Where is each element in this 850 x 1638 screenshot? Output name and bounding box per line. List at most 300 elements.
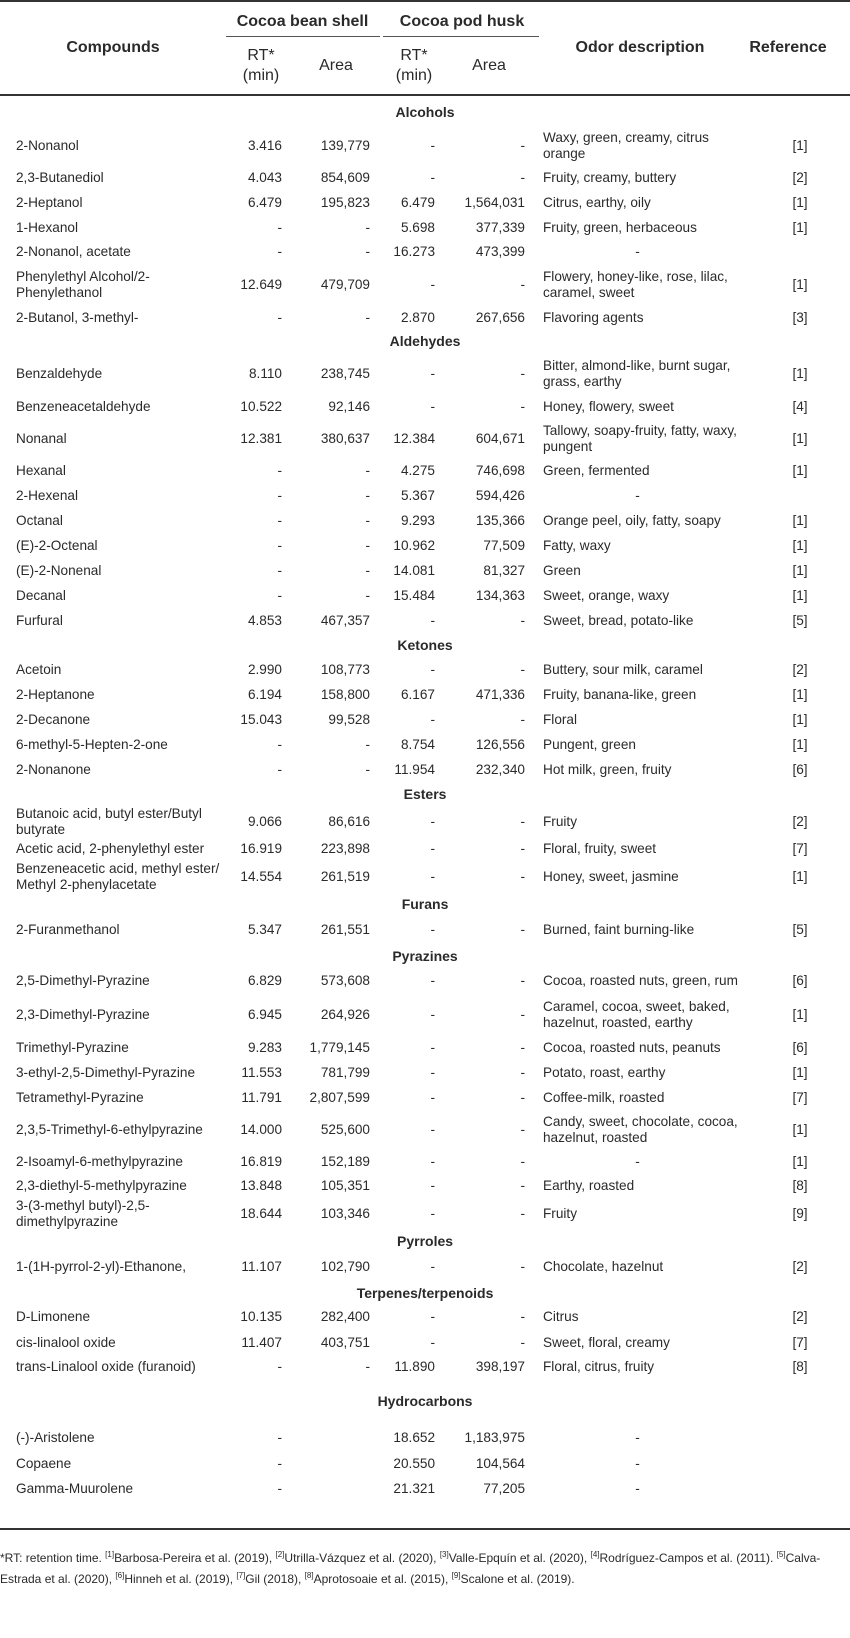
table-row <box>0 395 850 419</box>
area-bean-cell: 573,608 <box>320 973 370 988</box>
rt-bean-cell: 6.479 <box>247 194 282 210</box>
rt-husk-cell: 12.384 <box>393 430 435 446</box>
area-bean-cell <box>282 1452 370 1476</box>
area-husk-cell: 594,426 <box>475 488 525 503</box>
area-husk-cell: - <box>520 922 525 937</box>
odor-cell: Flowery, honey-like, rose, lilac, caramel, sweet <box>543 269 728 300</box>
rt-husk-cell: - <box>430 841 435 856</box>
reference-cell: [1] <box>792 687 808 702</box>
compound-cell: Trimethyl-Pyrazine <box>16 1039 129 1055</box>
table-top-rule <box>0 0 850 2</box>
odor-cell: Citrus, earthy, oily <box>543 194 651 210</box>
table-row <box>0 757 850 782</box>
compound-cell: Benzeneacetaldehyde <box>16 399 151 414</box>
area-husk-cell: 473,399 <box>475 243 525 259</box>
area-husk-cell: - <box>520 973 525 988</box>
compound-cell: 2,3-diethyl-5-methylpyrazine <box>16 1178 187 1193</box>
rt-husk-cell: 8.754 <box>400 736 435 752</box>
area-bean-cell: - <box>365 243 370 259</box>
odor-cell: Buttery, sour milk, caramel <box>543 662 703 677</box>
area-husk-cell: - <box>520 1206 525 1221</box>
odor-cell: Earthy, roasted <box>543 1178 635 1193</box>
reference-cell: [1] <box>792 194 808 210</box>
area-husk-cell: 77,205 <box>483 1481 525 1496</box>
table-row <box>0 732 850 757</box>
reference-cell: [1] <box>792 587 808 603</box>
rt-husk-cell: 6.479 <box>400 194 435 210</box>
compound-cell: Acetoin <box>16 662 62 677</box>
area-bean-cell: - <box>365 219 370 235</box>
rt-bean-cell: 13.848 <box>240 1178 282 1193</box>
section-header-row <box>0 893 850 915</box>
area-husk-cell: - <box>520 868 525 884</box>
reference-cell: [1] <box>792 1064 808 1080</box>
area-bean-cell: 195,823 <box>320 194 370 210</box>
rt-bean-cell: 6.829 <box>247 973 282 988</box>
area-bean-cell: - <box>365 513 370 528</box>
area-bean-cell: 158,800 <box>320 687 370 702</box>
table-bottom-rule <box>0 1528 850 1530</box>
odor-cell: Sweet, bread, potato-like <box>543 612 694 628</box>
reference-cell: [5] <box>792 612 808 628</box>
area-husk-cell: - <box>520 1089 525 1105</box>
section-label: Esters <box>403 786 447 802</box>
compound-cell: Benzeneacetic acid, methyl ester/ Methyl 2-phenylacetate <box>16 860 220 892</box>
section-label: Ketones <box>397 637 453 653</box>
area-bean-cell: - <box>365 538 370 553</box>
rt-bean-cell: 11.107 <box>241 1259 282 1274</box>
reference-cell: [8] <box>792 1178 808 1193</box>
odor-cell: - <box>635 1481 640 1496</box>
reference-cell: [1] <box>792 711 808 727</box>
compound-cell: Furfural <box>16 612 63 628</box>
area-bean-cell: 86,616 <box>328 814 370 829</box>
area-bean-cell: 92,146 <box>328 399 370 414</box>
area-husk-cell: 746,698 <box>475 463 525 478</box>
odor-cell: Sweet, orange, waxy <box>543 587 670 603</box>
table-row <box>0 1330 850 1355</box>
rt-husk-cell: - <box>430 711 435 727</box>
compound-cell: 2-Decanone <box>16 711 91 727</box>
compound-cell: Octanal <box>16 513 63 528</box>
rt-bean-cell: - <box>277 1358 282 1374</box>
reference-cell: [1] <box>792 138 808 153</box>
area-bean-cell: 403,751 <box>320 1334 370 1350</box>
reference-cell: [5] <box>792 922 808 937</box>
area-bean-cell: 105,351 <box>320 1178 370 1193</box>
rt-bean-cell: 4.043 <box>247 170 282 185</box>
rt-husk-cell: - <box>430 1153 435 1169</box>
section-header-row <box>0 782 850 806</box>
rt-husk-cell: 5.367 <box>400 488 435 503</box>
rt-husk-cell: - <box>430 1259 435 1274</box>
reference-cell <box>750 484 850 508</box>
rt-bean-cell: 9.283 <box>247 1039 282 1055</box>
rt-husk-cell: - <box>430 1039 435 1055</box>
table-row <box>0 534 850 558</box>
area-bean-cell: - <box>365 562 370 578</box>
rt-bean-cell: 4.853 <box>247 612 282 628</box>
reference-cell: [8] <box>792 1358 808 1374</box>
rt-bean-cell: - <box>277 538 282 553</box>
footnote-ref-text: Barbosa-Pereira et al. (2019), <box>114 1551 276 1565</box>
rt-husk-cell: 6.167 <box>400 687 435 702</box>
reference-cell: [2] <box>792 662 808 677</box>
reference-cell: [2] <box>792 814 808 829</box>
odor-cell: Floral <box>543 711 577 727</box>
table-row <box>0 1252 850 1282</box>
area-husk-cell: 77,509 <box>483 538 525 553</box>
rt-husk-cell: - <box>430 1089 435 1105</box>
footnote-ref-number: [1] <box>105 1550 115 1559</box>
area-husk-cell: 377,339 <box>475 219 525 235</box>
table-row <box>0 915 850 945</box>
compound-cell: 2-Heptanone <box>16 687 95 702</box>
area-husk-cell: 604,671 <box>475 430 525 446</box>
area-bean-cell: - <box>365 736 370 752</box>
odor-cell: Fruity, green, herbaceous <box>543 219 697 235</box>
table-row <box>0 707 850 732</box>
rt-husk-cell: - <box>430 814 435 829</box>
area-husk-cell: - <box>520 1178 525 1193</box>
footnote-ref-text: Hinneh et al. (2019), <box>124 1572 237 1586</box>
data-table <box>0 98 850 1502</box>
rt-husk-cell: 4.275 <box>400 463 435 478</box>
table-row <box>0 240 850 263</box>
odor-cell: Floral, fruity, sweet <box>543 841 657 856</box>
area-husk-cell: - <box>520 662 525 677</box>
table-row <box>0 484 850 508</box>
table-row <box>0 263 850 307</box>
compound-cell: 1-(1H-pyrrol-2-yl)-Ethanone, <box>16 1259 186 1274</box>
footnote-lead: *RT: retention time. <box>0 1551 106 1565</box>
footnote-ref-number: [4] <box>590 1550 600 1559</box>
reference-cell <box>750 1452 850 1476</box>
area-husk-cell: 126,556 <box>475 736 525 752</box>
area-bean-cell: 380,637 <box>320 430 370 446</box>
rt-bean-cell: 12.381 <box>240 430 282 446</box>
section-header-row <box>0 1282 850 1304</box>
reference-cell <box>750 1424 850 1452</box>
area-husk-cell: - <box>520 612 525 628</box>
rt-bean-cell: 10.522 <box>240 399 282 414</box>
odor-cell: - <box>635 1153 640 1169</box>
header-area-husk: Area <box>472 57 506 74</box>
area-bean-cell: 467,357 <box>320 612 370 628</box>
header-group2-rule <box>383 36 539 37</box>
compound-cell: 3-(3-methyl butyl)-2,5-dimethylpyrazine <box>16 1198 150 1229</box>
odor-cell: Pungent, green <box>543 736 636 752</box>
rt-husk-cell: - <box>430 277 435 292</box>
table-row <box>0 190 850 215</box>
odor-cell: Citrus <box>543 1309 579 1324</box>
odor-cell: - <box>635 243 640 259</box>
table-row <box>0 967 850 995</box>
rt-husk-cell: - <box>430 138 435 153</box>
section-label: Pyrazines <box>392 948 458 964</box>
table-row <box>0 1476 850 1502</box>
rt-bean-cell: 15.043 <box>240 711 282 727</box>
area-bean-cell: 525,600 <box>320 1121 370 1137</box>
rt-husk-cell: - <box>430 1007 435 1022</box>
odor-cell: Coffee-milk, roasted <box>543 1089 665 1105</box>
rt-bean-cell: 6.194 <box>247 687 282 702</box>
table-row <box>0 1060 850 1085</box>
rt-bean-cell: 9.066 <box>247 814 282 829</box>
area-husk-cell: - <box>520 841 525 856</box>
rt-husk-cell: - <box>430 399 435 414</box>
area-bean-cell: 238,745 <box>320 366 370 381</box>
reference-cell: [3] <box>792 310 808 325</box>
rt-bean-cell: 3.416 <box>247 138 282 153</box>
area-bean-cell: 108,773 <box>320 662 370 677</box>
area-husk-cell: 135,366 <box>475 513 525 528</box>
rt-bean-cell: 11.407 <box>241 1334 282 1350</box>
rt-bean-cell: - <box>277 562 282 578</box>
odor-cell: Cocoa, roasted nuts, peanuts <box>543 1039 721 1055</box>
odor-cell: Cocoa, roasted nuts, green, rum <box>543 973 738 988</box>
odor-cell: Bitter, almond-like, burnt sugar, grass, earthy <box>543 358 731 389</box>
area-husk-cell: - <box>520 1153 525 1169</box>
odor-cell: Sweet, floral, creamy <box>543 1334 670 1350</box>
area-bean-cell: - <box>365 1358 370 1374</box>
rt-husk-cell: - <box>430 1206 435 1221</box>
area-bean-cell: - <box>365 463 370 478</box>
footnote-ref-text: Calva-Estrada et al. (2020), <box>0 1551 821 1586</box>
rt-bean-cell: 10.135 <box>240 1309 282 1324</box>
table-row <box>0 353 850 395</box>
compound-cell: Acetic acid, 2-phenylethyl ester <box>16 841 205 856</box>
area-bean-cell <box>282 1476 370 1502</box>
rt-bean-cell: 14.000 <box>240 1121 282 1137</box>
section-header-row <box>0 98 850 126</box>
rt-bean-cell: 6.945 <box>247 1007 282 1022</box>
footnote-ref-text: Rodríguez-Campos et al. (2011). <box>599 1551 777 1565</box>
area-bean-cell: 99,528 <box>328 711 370 727</box>
area-bean-cell: 1,779,145 <box>309 1039 370 1055</box>
area-bean-cell: 152,189 <box>320 1153 370 1169</box>
compound-cell: trans-Linalool oxide (furanoid) <box>16 1358 196 1374</box>
rt-bean-cell: - <box>277 587 282 603</box>
table-row <box>0 683 850 707</box>
table-row <box>0 1035 850 1060</box>
odor-cell: Hot milk, green, fruity <box>543 761 672 777</box>
header-cocoa-bean-shell: Cocoa bean shell <box>236 13 369 30</box>
area-husk-cell: - <box>520 1259 525 1274</box>
rt-husk-cell: - <box>430 170 435 185</box>
footnote-ref-number: [9] <box>451 1571 461 1580</box>
rt-bean-cell: - <box>277 736 282 752</box>
reference-cell: [6] <box>792 1039 808 1055</box>
odor-cell: Waxy, green, creamy, citrus orange <box>543 130 709 161</box>
area-husk-cell: 104,564 <box>475 1456 525 1471</box>
area-husk-cell: - <box>520 1334 525 1350</box>
area-husk-cell: - <box>520 277 525 292</box>
rt-bean-cell: 2.990 <box>247 662 282 677</box>
area-bean-cell: - <box>365 310 370 325</box>
area-husk-cell: - <box>520 1007 525 1022</box>
header-odor-description: Odor description <box>575 39 705 56</box>
compound-cell: Tetramethyl-Pyrazine <box>16 1089 144 1105</box>
rt-bean-cell: - <box>277 310 282 325</box>
area-bean-cell: 102,790 <box>320 1259 370 1274</box>
odor-cell: Honey, flowery, sweet <box>543 399 674 414</box>
reference-cell: [1] <box>792 1007 808 1022</box>
table-row <box>0 126 850 166</box>
footnote-ref-text: Scalone et al. (2019). <box>460 1572 575 1586</box>
reference-cell: [1] <box>792 430 808 446</box>
rt-husk-cell: - <box>430 1121 435 1137</box>
rt-bean-cell: - <box>277 513 282 528</box>
compound-cell: Nonanal <box>16 430 67 446</box>
compound-cell: 2-Hexenal <box>16 488 78 503</box>
area-bean-cell: - <box>365 488 370 503</box>
reference-cell: [2] <box>792 1309 808 1324</box>
area-husk-cell: 471,336 <box>475 687 525 702</box>
section-label: Aldehydes <box>389 333 461 349</box>
compound-cell: cis-linalool oxide <box>16 1334 116 1350</box>
header-cocoa-pod-husk: Cocoa pod husk <box>399 13 525 30</box>
area-bean-cell: 264,926 <box>320 1007 370 1022</box>
table-row <box>0 1304 850 1330</box>
compound-cell: 2,3-Dimethyl-Pyrazine <box>16 1007 150 1022</box>
odor-cell: Fruity <box>543 814 577 829</box>
reference-cell: [7] <box>792 841 808 856</box>
header-rt-bean: RT* (min) <box>242 47 280 84</box>
table-row <box>0 458 850 484</box>
reference-cell: [1] <box>792 868 808 884</box>
section-label: Furans <box>401 896 449 912</box>
table-row <box>0 860 850 893</box>
table-row <box>0 1149 850 1174</box>
area-bean-cell: 781,799 <box>320 1064 370 1080</box>
rt-bean-cell: 18.644 <box>240 1206 282 1221</box>
section-header-row <box>0 1230 850 1252</box>
reference-cell: [7] <box>792 1089 808 1105</box>
reference-cell: [4] <box>792 399 808 414</box>
table-row <box>0 215 850 240</box>
rt-bean-cell: - <box>277 463 282 478</box>
reference-cell: [2] <box>792 170 808 185</box>
rt-bean-cell: 16.919 <box>240 841 282 856</box>
compound-cell: 1-Hexanol <box>16 219 78 235</box>
header-reference: Reference <box>749 39 827 56</box>
compound-cell: 3-ethyl-2,5-Dimethyl-Pyrazine <box>16 1064 196 1080</box>
rt-bean-cell: - <box>277 219 282 235</box>
reference-cell: [9] <box>792 1206 808 1221</box>
rt-husk-cell: - <box>430 922 435 937</box>
reference-cell: [1] <box>792 366 808 381</box>
header-compounds: Compounds <box>66 39 160 56</box>
footnote-ref-number: [3] <box>439 1550 449 1559</box>
header-rt-husk: RT* (min) <box>395 47 433 84</box>
compound-cell: (E)-2-Nonenal <box>16 562 102 578</box>
odor-cell: Flavoring agents <box>543 310 644 325</box>
area-husk-cell: 232,340 <box>475 761 525 777</box>
footnote-ref-number: [6] <box>115 1571 125 1580</box>
section-label: Pyrroles <box>397 1233 454 1249</box>
rt-husk-cell: - <box>430 612 435 628</box>
table-row <box>0 1174 850 1198</box>
reference-cell: [1] <box>792 736 808 752</box>
area-husk-cell: - <box>520 1309 525 1324</box>
rt-husk-cell: - <box>430 366 435 381</box>
area-husk-cell: - <box>520 814 525 829</box>
area-bean-cell: 282,400 <box>320 1309 370 1324</box>
rt-husk-cell: - <box>430 1178 435 1193</box>
rt-bean-cell: - <box>277 1430 282 1445</box>
rt-husk-cell: 18.652 <box>393 1430 435 1445</box>
reference-cell: [1] <box>792 219 808 235</box>
area-bean-cell: - <box>365 587 370 603</box>
rt-husk-cell: - <box>430 1309 435 1324</box>
odor-cell: Fruity, creamy, buttery <box>543 170 677 185</box>
area-bean-cell: 479,709 <box>320 277 370 292</box>
rt-husk-cell: 20.550 <box>393 1456 435 1471</box>
table-row <box>0 419 850 458</box>
rt-bean-cell: - <box>277 488 282 503</box>
odor-cell: Green <box>543 562 581 578</box>
section-label: Alcohols <box>395 104 455 120</box>
area-bean-cell: - <box>365 761 370 777</box>
odor-cell: Fatty, waxy <box>543 538 611 553</box>
odor-cell: Green, fermented <box>543 463 650 478</box>
area-husk-cell: - <box>520 1064 525 1080</box>
reference-cell: [6] <box>792 973 808 988</box>
table-row <box>0 1424 850 1452</box>
compound-cell: D-Limonene <box>16 1309 91 1324</box>
reference-cell: [1] <box>792 562 808 578</box>
rt-bean-cell: - <box>277 243 282 259</box>
compound-cell: 2,3-Butanediol <box>16 170 104 185</box>
footnote-ref-number: [5] <box>776 1550 786 1559</box>
table-row <box>0 806 850 838</box>
reference-cell: [6] <box>792 761 808 777</box>
section-label: Terpenes/terpenoids <box>356 1285 494 1301</box>
compound-cell: 6-methyl-5-Hepten-2-one <box>16 736 168 752</box>
compound-cell: Copaene <box>16 1456 72 1471</box>
area-husk-cell: - <box>520 1121 525 1137</box>
odor-cell: - <box>635 488 640 503</box>
area-bean-cell <box>282 1424 370 1452</box>
reference-cell: [1] <box>792 1121 808 1137</box>
reference-cell: [7] <box>792 1334 808 1350</box>
rt-husk-cell: 2.870 <box>400 310 435 325</box>
table-row <box>0 995 850 1035</box>
rt-husk-cell: 15.484 <box>393 587 435 603</box>
compound-cell: 2-Nonanol, acetate <box>16 243 131 259</box>
rt-husk-cell: 16.273 <box>393 243 435 259</box>
table-row <box>0 1198 850 1230</box>
rt-husk-cell: - <box>430 662 435 677</box>
compound-cell: 2,3,5-Trimethyl-6-ethylpyrazine <box>16 1121 203 1137</box>
compound-cell: Butanoic acid, butyl ester/Butyl butyrate <box>16 806 202 837</box>
reference-cell: [1] <box>792 277 808 292</box>
table-row <box>0 558 850 583</box>
header-group1-rule <box>226 36 380 37</box>
footnote-ref-text: Gil (2018), <box>245 1572 305 1586</box>
rt-bean-cell: 14.554 <box>240 868 282 884</box>
table-row <box>0 1452 850 1476</box>
reference-cell <box>750 240 850 263</box>
rt-husk-cell: 5.698 <box>400 219 435 235</box>
rt-husk-cell: 10.962 <box>393 538 435 553</box>
compound-cell: Benzaldehyde <box>16 366 103 381</box>
rt-bean-cell: 11.553 <box>241 1064 282 1080</box>
table-row <box>0 166 850 190</box>
compound-cell: 2-Furanmethanol <box>16 922 120 937</box>
table-row <box>0 508 850 534</box>
